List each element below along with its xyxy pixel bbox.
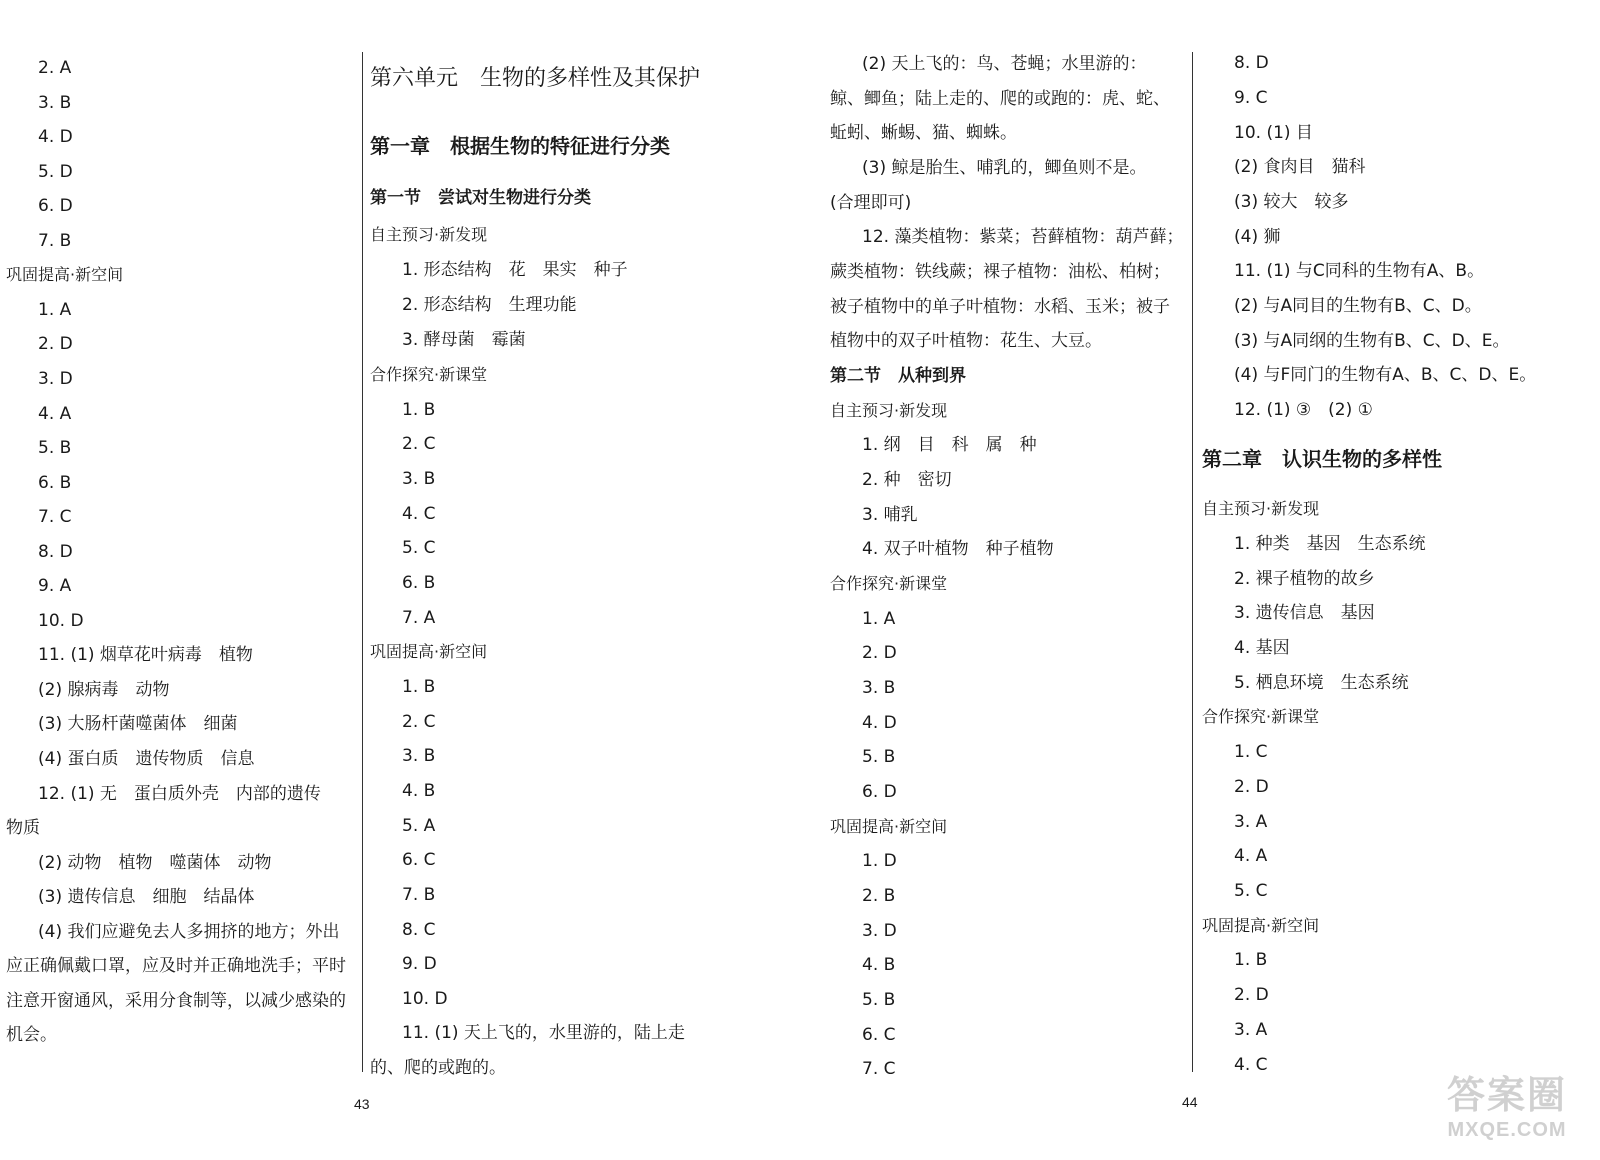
col1-line: 巩固提高·新空间	[6, 265, 124, 285]
col1-line: 2. A	[38, 58, 72, 78]
col1-line: 11. (1) 烟草花叶病毒 植物	[38, 645, 253, 666]
col1-line: 6. B	[38, 472, 72, 493]
col4-line: (3) 与A同纲的生物有B、C、D、E。	[1234, 331, 1510, 351]
col2-line: 1. 形态结构 花 果实 种子	[402, 260, 628, 280]
col2-line: 1. B	[402, 400, 436, 420]
col3-line: 5. B	[862, 747, 896, 768]
col3-line: 合作探究·新课堂	[830, 574, 948, 594]
col2-line: 3. 酵母菌 霉菌	[402, 330, 526, 350]
col3-line: 5. B	[862, 990, 896, 1011]
col1-line: 4. D	[38, 127, 73, 148]
col2-line: 3. B	[402, 746, 436, 766]
col3-line: 12. 藻类植物：紫菜；苔藓植物：葫芦藓；	[862, 227, 1184, 248]
col4-line: 5. C	[1234, 881, 1268, 901]
col3-line: 6. C	[862, 1024, 896, 1045]
col3-line: 蚯蚓、蜥蜴、猫、蜘蛛。	[830, 123, 1017, 144]
col2-line: 7. B	[402, 885, 436, 905]
col4-line: 3. A	[1234, 812, 1268, 832]
col2-line: 第一章 根据生物的特征进行分类	[370, 134, 670, 158]
col1-line: (2) 动物 植物 噬菌体 动物	[38, 852, 272, 873]
col4-line: 第二章 认识生物的多样性	[1202, 447, 1442, 471]
col4-line: 9. C	[1234, 88, 1268, 108]
col2-line: 自主预习·新发现	[370, 225, 488, 244]
col4-line: 11. (1) 与C同科的生物有A、B。	[1234, 261, 1485, 281]
col3-line: 1. A	[862, 608, 896, 629]
col4-line: 1. 种类 基因 生态系统	[1234, 534, 1426, 554]
col4-line: (2) 食肉目 猫科	[1234, 157, 1366, 177]
col4-line: 4. 基因	[1234, 638, 1290, 658]
col3-line: 2. B	[862, 886, 896, 907]
col1-line: 2. D	[38, 334, 73, 355]
col1-line: (4) 蛋白质 遗传物质 信息	[38, 749, 255, 769]
right-page-divider	[1192, 52, 1193, 1072]
col1-line: 注意开窗通风，采用分食制等，以减少感染的	[6, 990, 346, 1011]
left-page-divider	[362, 52, 363, 1072]
col2-line: 5. A	[402, 816, 436, 836]
col2-line: 的、爬的或跑的。	[370, 1058, 506, 1078]
col4-line: 8. D	[1234, 53, 1269, 73]
col4-line: 2. D	[1234, 985, 1269, 1005]
col4-line: (4) 与F同门的生物有A、B、C、D、E。	[1234, 365, 1537, 385]
col2-line: 5. C	[402, 538, 436, 558]
watermark-logo	[1422, 1072, 1592, 1152]
col3-line: 被子植物中的单子叶植物：水稻、玉米；被子	[830, 296, 1170, 317]
col1-line: (3) 遗传信息 细胞 结晶体	[38, 887, 255, 908]
col1-line: 7. C	[38, 507, 72, 528]
col2-line: 10. D	[402, 989, 448, 1009]
col3-line: 植物中的双子叶植物：花生、大豆。	[830, 331, 1102, 352]
col2-line: 1. B	[402, 677, 436, 697]
col1-line: 10. D	[38, 610, 84, 631]
col2-line: 2. 形态结构 生理功能	[402, 295, 577, 315]
col4-line: 2. D	[1234, 777, 1269, 797]
page-number-right: 44	[1182, 1094, 1198, 1110]
col1-line: (3) 大肠杆菌噬菌体 细菌	[38, 714, 238, 735]
col1-line: (2) 腺病毒 动物	[38, 679, 170, 700]
col1-line: 1. A	[38, 299, 72, 320]
col2-line: 3. B	[402, 469, 436, 489]
col4-line: 4. C	[1234, 1055, 1268, 1075]
col1-line: 物质	[6, 818, 40, 839]
col3-line: 7. C	[862, 1059, 896, 1080]
col3-line: (3) 鲸是胎生、哺乳的，鲫鱼则不是。	[862, 158, 1147, 178]
col2-line: 9. D	[402, 954, 437, 974]
col2-line: 合作探究·新课堂	[370, 365, 488, 384]
col4-line: 3. 遗传信息 基因	[1234, 603, 1375, 623]
col3-line: 自主预习·新发现	[830, 400, 948, 420]
col3-line: 4. 双子叶植物 种子植物	[862, 539, 1054, 560]
col2-line: 2. C	[402, 712, 436, 732]
col2-line: 4. C	[402, 504, 436, 524]
col3-line: 1. 纲 目 科 属 种	[862, 435, 1037, 456]
col3-line: 巩固提高·新空间	[830, 816, 948, 836]
col4-line: 4. A	[1234, 846, 1268, 866]
col1-line: 6. D	[38, 196, 73, 217]
col3-line: 鲸、鲫鱼；陆上走的、爬的或跑的：虎、蛇、	[830, 88, 1170, 109]
col4-line: 3. A	[1234, 1020, 1268, 1040]
col2-line: 7. A	[402, 608, 436, 628]
col4-line: 1. C	[1234, 742, 1268, 762]
col2-line: 6. B	[402, 573, 436, 593]
page-number-left: 43	[354, 1096, 370, 1112]
col2-line: 巩固提高·新空间	[370, 642, 488, 661]
col1-line: 3. D	[38, 368, 73, 389]
col4-line: 12. (1) ③ (2) ①	[1234, 400, 1373, 420]
col3-line: (2) 天上飞的：鸟、苍蝇；水里游的：	[862, 54, 1147, 74]
col1-line: (4) 我们应避免去人多拥挤的地方；外出	[38, 921, 340, 942]
col4-line: 合作探究·新课堂	[1202, 707, 1320, 726]
watermark-url: MXQE.COM	[1447, 1119, 1567, 1141]
col2-line: 4. B	[402, 781, 436, 801]
col4-line: 10. (1) 目	[1234, 123, 1313, 143]
col2-line: 2. C	[402, 434, 436, 454]
col1-line: 机会。	[6, 1025, 57, 1046]
col2-line: 6. C	[402, 850, 436, 870]
col1-line: 8. D	[38, 541, 73, 562]
col3-line: 2. D	[862, 643, 897, 664]
col4-line: 自主预习·新发现	[1202, 499, 1320, 518]
col3-line: 3. D	[862, 920, 897, 941]
col3-line: 3. B	[862, 678, 896, 699]
col3-line: 4. D	[862, 712, 897, 733]
col3-line: 第二节 从种到界	[830, 366, 966, 387]
col1-line: 12. (1) 无 蛋白质外壳 内部的遗传	[38, 783, 321, 804]
col1-line: 5. D	[38, 161, 73, 182]
col4-line: 1. B	[1234, 950, 1268, 970]
col4-line: 2. 裸子植物的故乡	[1234, 569, 1375, 589]
col2-line: 第一节 尝试对生物进行分类	[370, 188, 591, 208]
watermark-title: 答案圈	[1446, 1073, 1567, 1117]
col1-line: 应正确佩戴口罩，应及时并正确地洗手；平时	[6, 956, 346, 977]
col1-line: 4. A	[38, 403, 72, 424]
col4-line: (4) 狮	[1234, 227, 1281, 247]
col3-line: 3. 哺乳	[862, 504, 918, 525]
col1-line: 9. A	[38, 576, 72, 597]
col2-line: 11. (1) 天上飞的，水里游的，陆上走	[402, 1023, 685, 1043]
col3-line: 4. B	[862, 955, 896, 976]
col3-line: 2. 种 密切	[862, 470, 952, 491]
col1-line: 3. B	[38, 92, 72, 113]
col3-line: 6. D	[862, 782, 897, 803]
col2-line: 第六单元 生物的多样性及其保护	[370, 66, 701, 91]
col3-line: 1. D	[862, 851, 897, 872]
col3-line: 蕨类植物：铁线蕨；裸子植物：油松、柏树；	[830, 262, 1170, 283]
col2-line: 8. C	[402, 920, 436, 940]
col4-line: 巩固提高·新空间	[1202, 916, 1320, 935]
col4-line: (3) 较大 较多	[1234, 192, 1349, 212]
col4-line: (2) 与A同目的生物有B、C、D。	[1234, 296, 1482, 316]
col1-line: 5. B	[38, 438, 72, 459]
col3-line: (合理即可)	[830, 192, 912, 213]
col4-line: 5. 栖息环境 生态系统	[1234, 673, 1409, 693]
col1-line: 7. B	[38, 230, 72, 251]
